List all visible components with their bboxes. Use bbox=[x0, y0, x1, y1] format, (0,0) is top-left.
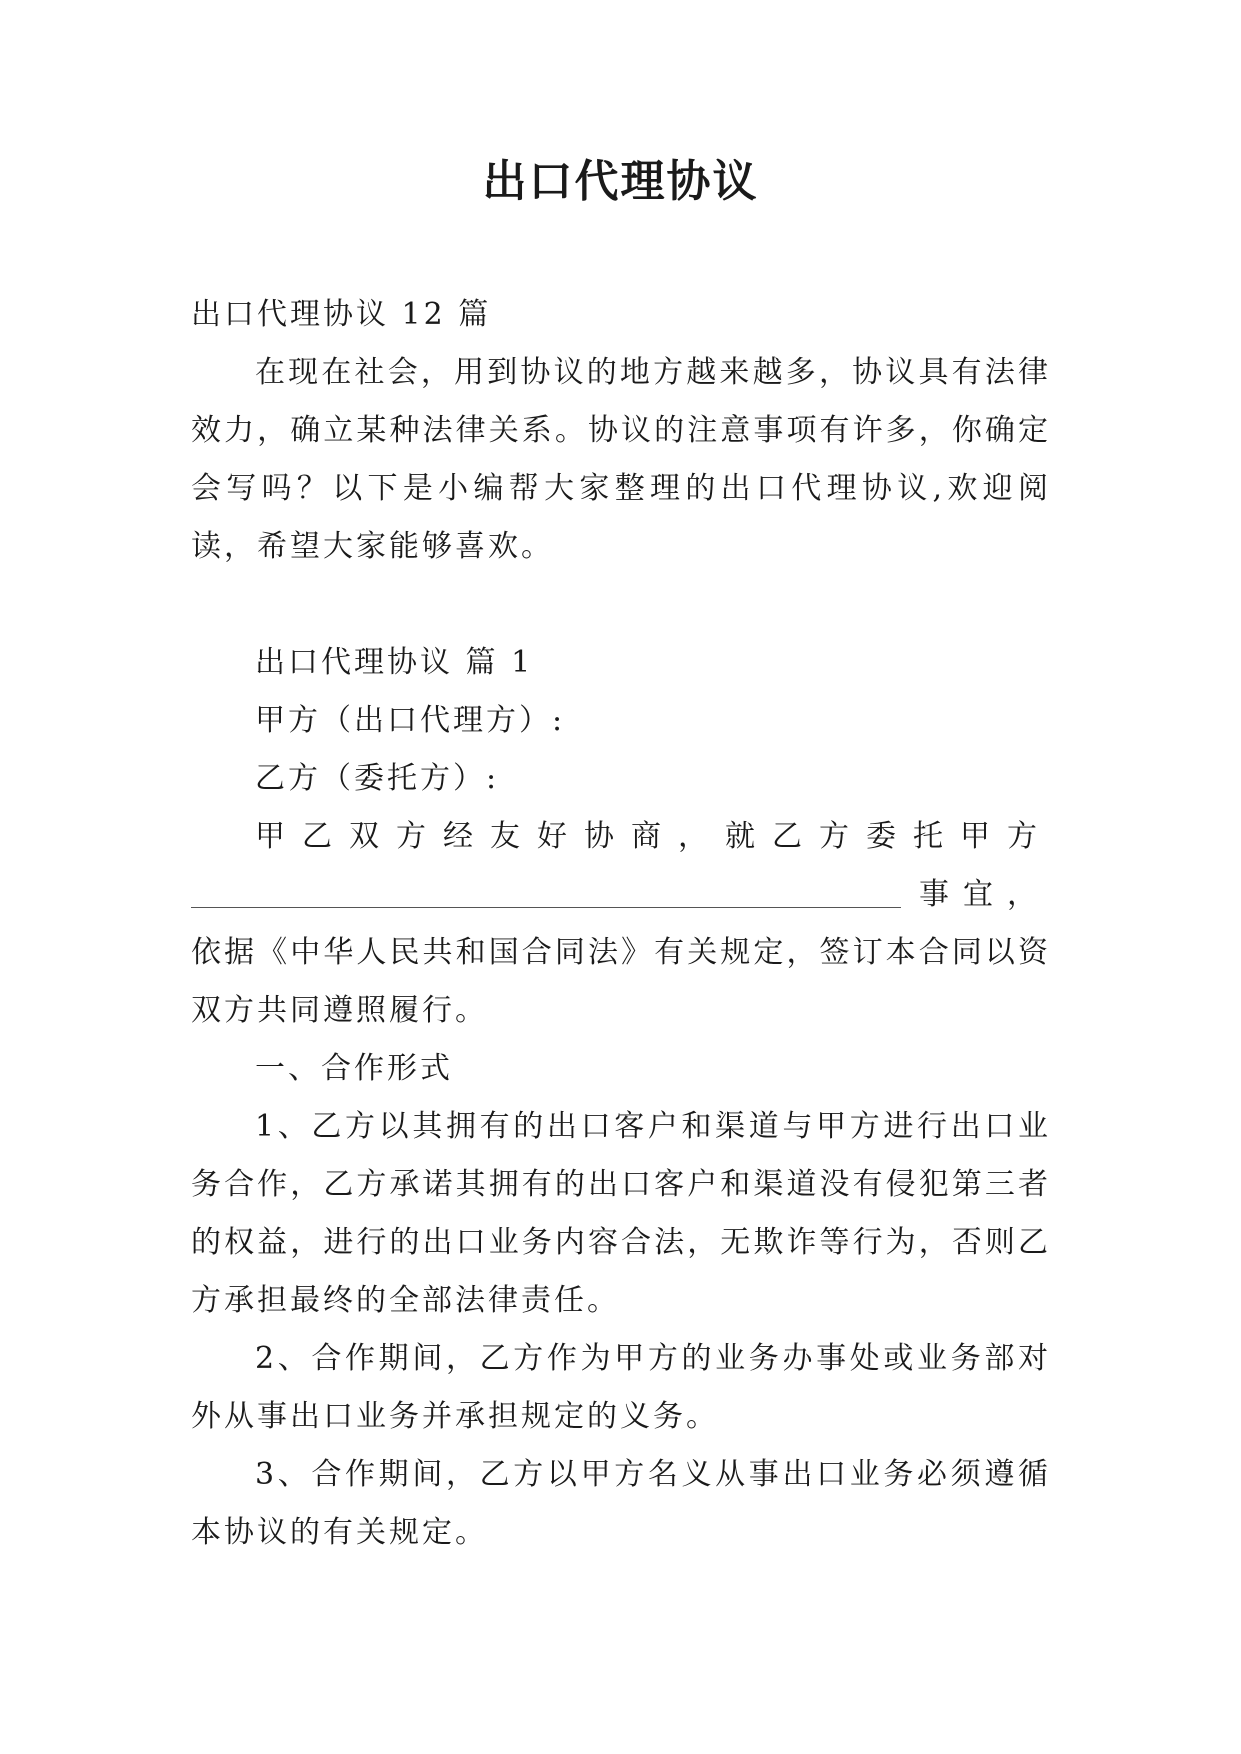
preamble-blank-line bbox=[191, 866, 1051, 924]
party-a-line: 甲方（出口代理方）: bbox=[255, 703, 566, 738]
section-heading: 出口代理协议 篇 1 bbox=[255, 645, 534, 680]
preamble-first-line: 甲乙双方经友好协商，就乙方委托甲方 bbox=[255, 819, 1051, 854]
clause-3: 3、合作期间，乙方以甲方名义从事出口业务必须遵循本协议的有关规定。 bbox=[191, 1457, 1051, 1550]
fill-in-blank bbox=[191, 907, 901, 908]
preamble-rest: 依据《中华人民共和国合同法》有关规定，签订本合同以资双方共同遵照履行。 bbox=[191, 935, 1051, 1028]
clause-2: 2、合作期间，乙方作为甲方的业务办事处或业务部对外从事出口业务并承担规定的义务。 bbox=[191, 1341, 1051, 1434]
intro-paragraph: 在现在社会，用到协议的地方越来越多，协议具有法律效力，确立某种法律关系。协议的注意事项有许多，你确定会写吗？以下是小编帮大家整理的出口代理协议,欢迎阅读，希望大家能够喜欢。 bbox=[191, 355, 1051, 564]
clause-1: 1、乙方以其拥有的出口客户和渠道与甲方进行出口业务合作，乙方承诺其拥有的出口客户和渠道没有侵犯第三者的权益，进行的出口业务内容合法，无欺诈等行为，否则乙方承担最终的全部法律责任。 bbox=[191, 1109, 1051, 1318]
preamble-blank-tail: 事宜， bbox=[919, 877, 1051, 912]
document-title: 出口代理协议 bbox=[482, 156, 759, 207]
document-body bbox=[191, 286, 1051, 1562]
clause-heading: 一、合作形式 bbox=[255, 1051, 453, 1086]
paragraph-gap bbox=[191, 576, 1051, 634]
party-b-line: 乙方（委托方）: bbox=[255, 761, 500, 796]
document-subtitle: 出口代理协议 12 篇 bbox=[191, 297, 492, 332]
